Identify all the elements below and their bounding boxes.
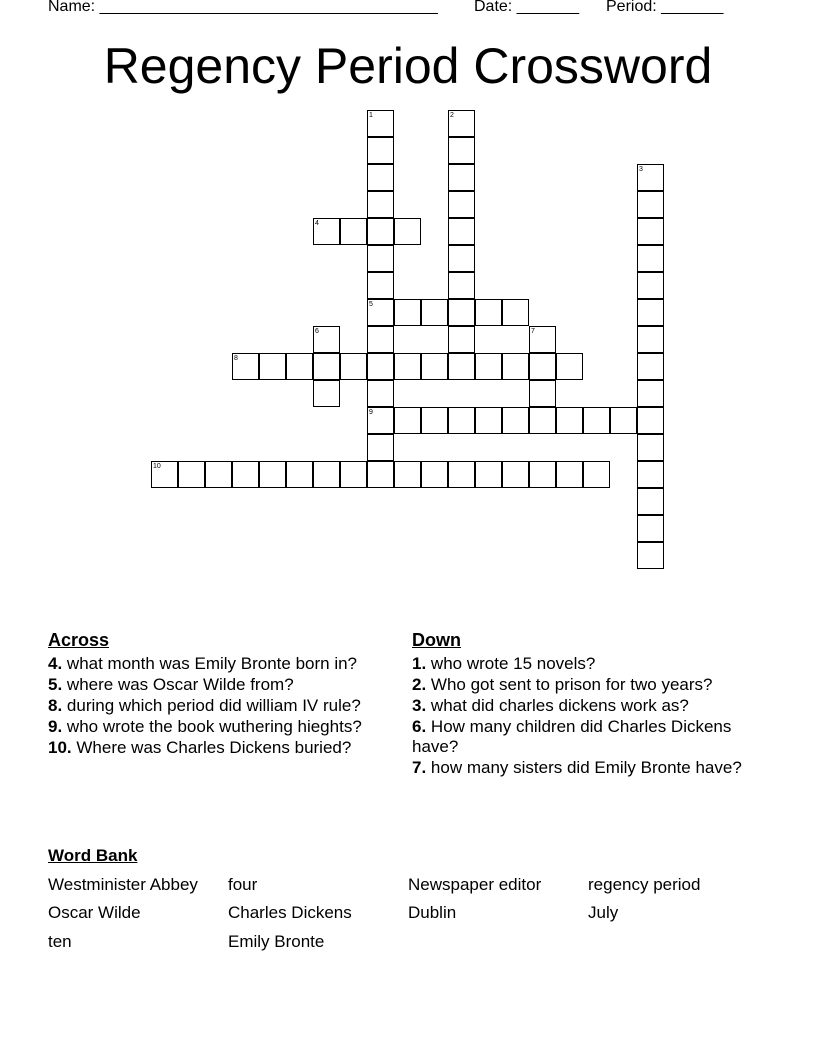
grid-cell[interactable] [205,461,232,488]
grid-cell[interactable] [502,299,529,326]
grid-cell[interactable] [448,164,475,191]
grid-cell[interactable] [367,191,394,218]
grid-cell[interactable] [529,326,556,353]
grid-cell[interactable] [637,218,664,245]
word-bank-item: Dublin [408,903,457,922]
grid-cell[interactable] [313,353,340,380]
grid-cell[interactable] [340,461,367,488]
clue-down-3 [412,696,752,716]
word-bank-item: Westminister Abbey [48,875,198,894]
grid-cell[interactable] [448,407,475,434]
grid-cell[interactable] [637,488,664,515]
down-clues [412,628,752,779]
date-line[interactable]: _______ [516,0,579,15]
page-title: Regency Period Crossword [103,38,713,94]
across-clues [48,628,388,759]
grid-cell[interactable] [367,137,394,164]
grid-cell[interactable] [232,461,259,488]
grid-cell[interactable] [583,407,610,434]
clue-text: where was Oscar Wilde from? [66,675,294,694]
word-bank-item: Charles Dickens [228,903,352,922]
grid-cell[interactable] [367,407,394,434]
grid-cell[interactable] [637,434,664,461]
clue-across-8 [48,696,388,716]
grid-cell[interactable] [475,461,502,488]
clue-text: during which period did william IV rule? [66,696,361,715]
grid-cell[interactable] [448,110,475,137]
clue-number: 2. [412,675,427,694]
grid-cell[interactable] [421,407,448,434]
clue-number: 9. [48,717,63,736]
grid-cell[interactable] [637,542,664,569]
clue-number-label: 10 [153,463,161,470]
grid-cell[interactable] [259,353,286,380]
clue-text: who wrote the book wuthering hieghts? [66,717,362,736]
grid-cell[interactable] [583,461,610,488]
grid-cell[interactable] [637,353,664,380]
grid-cell[interactable] [637,461,664,488]
grid-cell[interactable] [367,218,394,245]
clue-number-label: 6 [315,328,319,335]
grid-cell[interactable] [313,461,340,488]
grid-cell[interactable] [475,353,502,380]
grid-cell[interactable] [394,407,421,434]
grid-cell[interactable] [637,380,664,407]
clue-text: who wrote 15 novels? [430,654,596,673]
grid-cell[interactable] [448,137,475,164]
word-bank-item: regency period [588,875,701,894]
clue-number: 10. [48,738,72,757]
clue-number-label: 3 [639,166,643,173]
grid-cell[interactable] [637,245,664,272]
clue-text: how many sisters did Emily Bronte have? [430,758,742,777]
grid-cell[interactable] [637,164,664,191]
word-bank-item: Oscar Wilde [48,903,141,922]
clue-number: 6. [412,717,427,736]
grid-cell[interactable] [286,461,313,488]
clue-number: 8. [48,696,63,715]
grid-cell[interactable] [178,461,205,488]
clue-text: Who got sent to prison for two years? [430,675,713,694]
grid-cell[interactable] [394,218,421,245]
grid-cell[interactable] [448,461,475,488]
clue-number: 3. [412,696,427,715]
grid-cell[interactable] [448,299,475,326]
grid-cell[interactable] [448,218,475,245]
clue-across-9 [48,717,388,737]
grid-cell[interactable] [475,407,502,434]
clue-number-label: 1 [369,112,373,119]
clue-down-1 [412,654,752,674]
grid-cell[interactable] [637,191,664,218]
grid-cell[interactable] [637,407,664,434]
grid-cell[interactable] [367,353,394,380]
word-bank-item: Emily Bronte [228,932,325,951]
word-bank-item: ten [48,932,72,951]
grid-cell[interactable] [529,461,556,488]
grid-cell[interactable] [556,407,583,434]
grid-cell[interactable] [394,461,421,488]
grid-cell[interactable] [313,380,340,407]
grid-cell[interactable] [313,326,340,353]
word-bank-item: Newspaper editor [408,875,542,894]
clue-number-label: 9 [369,409,373,416]
grid-cell[interactable] [367,434,394,461]
clue-number-label: 4 [315,220,319,227]
grid-cell[interactable] [394,299,421,326]
grid-cell[interactable] [394,353,421,380]
grid-cell[interactable] [448,245,475,272]
grid-cell[interactable] [637,272,664,299]
grid-cell[interactable] [313,218,340,245]
grid-cell[interactable] [421,353,448,380]
word-bank-heading: Word Bank [48,846,138,865]
grid-cell[interactable] [340,353,367,380]
grid-cell[interactable] [367,272,394,299]
grid-cell[interactable] [367,299,394,326]
clue-number: 5. [48,675,63,694]
grid-cell[interactable] [610,407,637,434]
grid-cell[interactable] [448,353,475,380]
grid-cell[interactable] [367,326,394,353]
period-label: Period: [606,0,657,15]
grid-cell[interactable] [637,326,664,353]
clue-number: 1. [412,654,427,673]
clue-text: Where was Charles Dickens buried? [76,738,352,757]
grid-cell[interactable] [367,380,394,407]
clue-down-6 [412,717,752,757]
grid-cell[interactable] [502,461,529,488]
name-line[interactable]: ______________________________________ [99,0,438,15]
clue-down-2 [412,675,752,695]
period-line[interactable]: _______ [661,0,724,15]
grid-cell[interactable] [637,515,664,542]
grid-cell[interactable] [232,353,259,380]
down-heading: Down [412,630,461,650]
clue-text: How many children did Charles Dickens have? [412,717,732,756]
clue-number: 4. [48,654,63,673]
grid-cell[interactable] [502,407,529,434]
grid-cell[interactable] [529,380,556,407]
grid-cell[interactable] [421,461,448,488]
clue-text: what did charles dickens work as? [430,696,689,715]
grid-cell[interactable] [529,353,556,380]
grid-cell[interactable] [367,245,394,272]
clue-number: 7. [412,758,427,777]
grid-cell[interactable] [448,272,475,299]
grid-cell[interactable] [502,353,529,380]
clue-text: what month was Emily Bronte born in? [66,654,358,673]
grid-cell[interactable] [475,299,502,326]
grid-cell[interactable] [340,218,367,245]
grid-cell[interactable] [556,353,583,380]
date-label: Date: [474,0,513,15]
clue-down-7 [412,758,752,778]
grid-cell[interactable] [529,407,556,434]
grid-cell[interactable] [367,164,394,191]
name-label: Name: [48,0,96,15]
across-heading: Across [48,630,110,650]
clue-across-4 [48,654,388,674]
grid-cell[interactable] [259,461,286,488]
grid-cell[interactable] [367,110,394,137]
word-bank-item: four [228,875,258,894]
word-bank-item: July [588,903,619,922]
clue-number-label: 2 [450,112,454,119]
clue-across-10 [48,738,388,758]
grid-cell[interactable] [637,299,664,326]
grid-cell[interactable] [448,191,475,218]
grid-cell[interactable] [556,461,583,488]
grid-cell[interactable] [286,353,313,380]
clue-across-5 [48,675,388,695]
grid-cell[interactable] [151,461,178,488]
clue-number-label: 7 [531,328,535,335]
clue-number-label: 8 [234,355,238,362]
clue-number-label: 5 [369,301,373,308]
grid-cell[interactable] [367,461,394,488]
grid-cell[interactable] [448,326,475,353]
grid-cell[interactable] [421,299,448,326]
